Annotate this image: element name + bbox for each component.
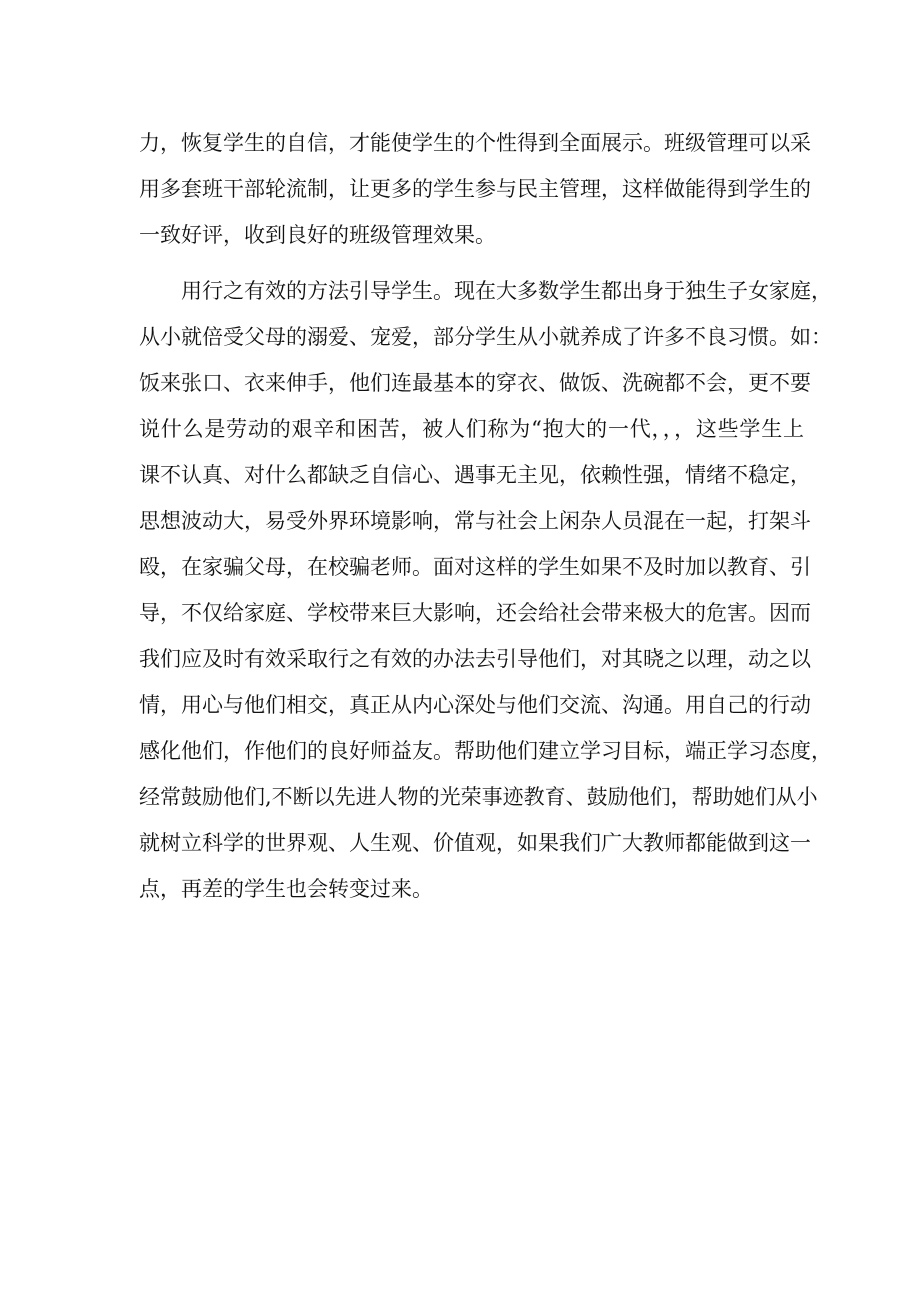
paragraph-line: 经常鼓励他们,不断以先进人物的光荣事迹教育、鼓励他们，帮助她们从小: [139, 785, 818, 809]
paragraph-line: 用多套班干部轮流制，让更多的学生参与民主管理，这样做能得到学生的: [139, 177, 811, 201]
paragraph-line: 点，再差的学生也会转变过来。: [139, 877, 433, 901]
paragraph-line: 情，用心与他们相交，真正从内心深处与他们交流、沟通。用自己的行动: [139, 693, 811, 717]
paragraph-line: 思想波动大，易受外界环境影响，常与社会上闲杂人员混在一起，打架斗: [139, 509, 811, 533]
paragraph-line: 饭来张口、衣来伸手，他们连最基本的穿衣、做饭、洗碗都不会，更不要: [139, 371, 811, 395]
paragraph-line: 力，恢复学生的自信，才能使学生的个性得到全面展示。班级管理可以采: [139, 131, 811, 155]
paragraph-gap: [139, 258, 804, 268]
paragraph-line: 就树立科学的世界观、人生观、价值观，如果我们广大教师都能做到这一: [139, 831, 811, 855]
paragraph-line: 导，不仅给家庭、学校带来巨大影响，还会给社会带来极大的危害。因而: [139, 601, 811, 625]
paragraph-2: [139, 268, 832, 912]
paragraph-line: 我们应及时有效采取行之有效的办法去引导他们，对其晓之以理，动之以: [139, 647, 811, 671]
paragraph-line: 用行之有效的方法引导学生。现在大多数学生都出身于独生子女家庭，: [181, 279, 832, 303]
paragraph-line: 从小就倍受父母的溺爱、宠爱，部分学生从小就养成了许多不良习惯。如：: [139, 325, 832, 349]
paragraph-line: 殴，在家骗父母，在校骗老师。面对这样的学生如果不及时加以教育、引: [139, 555, 811, 579]
paragraph-line: 说什么是劳动的艰辛和困苦，被人们称为“抱大的一代，，，这些学生上: [139, 417, 804, 441]
paragraph-line: 一致好评，收到良好的班级管理效果。: [139, 223, 496, 247]
body-text: [139, 120, 832, 912]
paragraph-1: [139, 120, 811, 258]
paragraph-line: 感化他们，作他们的良好师益友。帮助他们建立学习目标，端正学习态度，: [139, 739, 832, 763]
paragraph-line: 课不认真、对什么都缺乏自信心、遇事无主见，依赖性强，情绪不稳定，: [139, 463, 811, 487]
